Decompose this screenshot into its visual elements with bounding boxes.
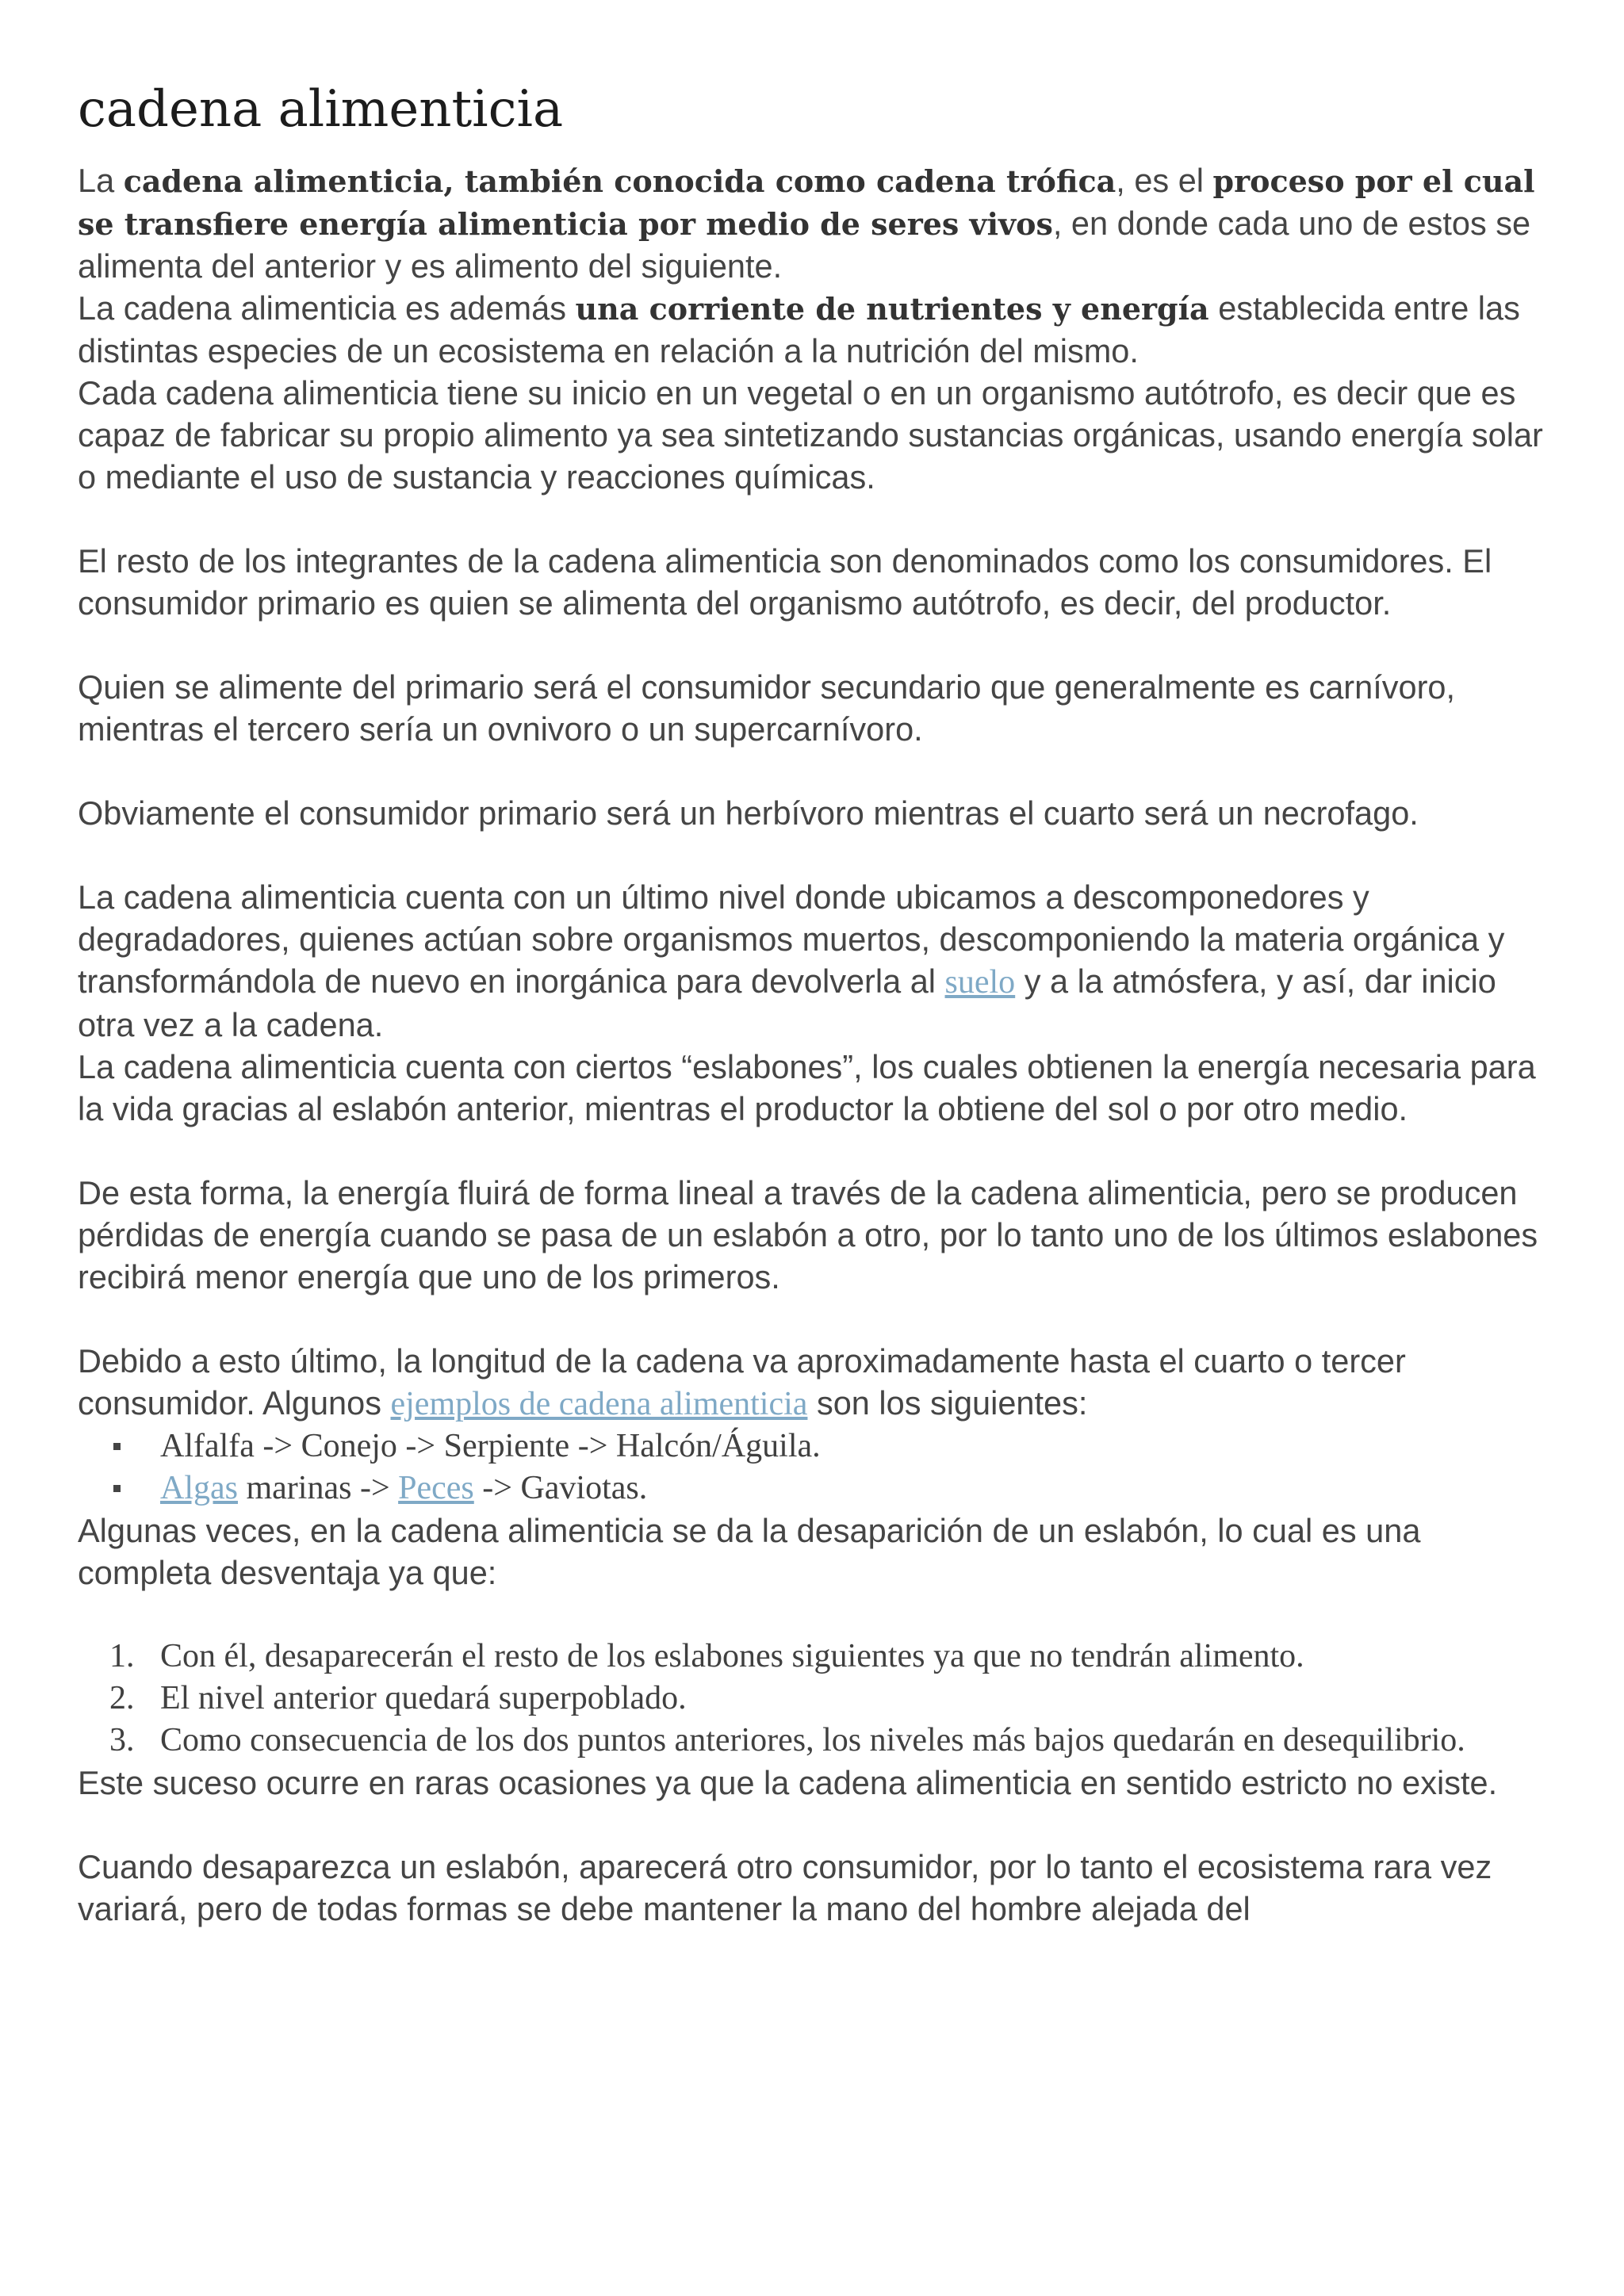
bullet-icon	[113, 1485, 121, 1492]
text-run: La	[78, 161, 124, 199]
list-item-text: El nivel anterior quedará superpoblado.	[160, 1679, 687, 1716]
bold-text: cadena alimenticia, también conocida como cadena trófica	[123, 163, 1116, 199]
text-run: y a la atmósfera, y así, dar inicio otra vez a la cadena.	[78, 962, 1496, 1043]
algas-link[interactable]: Algas	[160, 1469, 238, 1506]
paragraph-consumers: El resto de los integrantes de la cadena alimenticia son denominados como los consumidores. El consumidor primario es quien se alimenta del organismo autótrofo, es decir, del productor.	[78, 541, 1492, 622]
list-number: 1.	[109, 1637, 135, 1674]
list-number: 3.	[109, 1721, 135, 1758]
paragraph-disappearance: Algunas veces, en la cadena alimenticia se da la desaparición de un eslabón, lo cual es una completa desventaja ya que:	[78, 1511, 1421, 1591]
paragraph-secondary: Quien se alimente del primario será el consumidor secundario que generalmente es carnívoro, mientras el tercero sería un ovnivoro o un supercarnívoro.	[78, 668, 1456, 748]
list-item	[78, 1468, 1553, 1510]
paragraph-links: La cadena alimenticia cuenta con ciertos “eslabones”, los cuales obtienen la energía necesaria para la vida gracias al eslabón anterior, mientras el productor la obtiene del sol o por otro medio.	[78, 1047, 1536, 1127]
paragraph-energy-flow: De esta forma, la energía fluirá de forma lineal a través de la cadena alimenticia, pero se producen pérdidas de energía cuando se pasa de un eslabón a otro, por lo tanto uno de los últimos eslabones recibirá menor energía que uno de los primeros.	[78, 1173, 1538, 1295]
document-page	[78, 79, 1553, 1930]
list-number: 2.	[109, 1679, 135, 1716]
text-run: La cadena alimenticia cuenta con un último nivel donde ubicamos a descomponedores y degradadores, quienes actúan sobre organismos muertos, descomponiendo la materia orgánica y transformándola de nuevo en inorgánica para devolverla al	[78, 878, 1505, 1000]
paragraph-definition	[78, 159, 1553, 287]
paragraph-ecosystem: Cuando desaparezca un eslabón, aparecerá otro consumidor, por lo tanto el ecosistema rara vez variará, pero de todas formas se debe mantener la mano del hombre alejada del	[78, 1847, 1492, 1927]
bold-text: proceso por el cual se transfiere energía alimenticia por medio de seres vivos	[78, 163, 1535, 242]
list-item	[78, 1678, 1553, 1720]
list-item	[78, 1425, 1553, 1468]
bullet-icon	[113, 1443, 121, 1450]
examples-link[interactable]: ejemplos de cadena alimenticia	[390, 1385, 808, 1422]
list-item-text: -> Gaviotas.	[473, 1469, 648, 1506]
consequences-list	[78, 1636, 1553, 1762]
paragraph-nutrients	[78, 287, 1553, 372]
list-item	[78, 1720, 1553, 1762]
text-run: establecida entre las distintas especies de un ecosistema en relación a la nutrición del mismo.	[78, 289, 1520, 369]
text-run: Debido a esto último, la longitud de la cadena va aproximadamente hasta el cuarto o tercer consumidor. Algunos	[78, 1341, 1406, 1422]
suelo-link[interactable]: suelo	[944, 963, 1016, 1001]
paragraph-herbivore: Obviamente el consumidor primario será un herbívoro mientras el cuarto será un necrofago.	[78, 794, 1419, 832]
paragraph-autotroph: Cada cadena alimenticia tiene su inicio en un vegetal o en un organismo autótrofo, es decir que es capaz de fabricar su propio alimento ya sea sintetizando sustancias orgánicas, usando energía solar o mediante el uso de sustancia y reacciones químicas.	[78, 373, 1543, 496]
text-run: La cadena alimenticia es además	[78, 289, 576, 327]
examples-list	[78, 1425, 1553, 1510]
paragraph-length	[78, 1340, 1553, 1425]
bold-text: una corriente de nutrientes y energía	[575, 290, 1209, 327]
list-item-text: marinas ->	[238, 1469, 399, 1506]
text-run: , en donde cada uno de estos se alimenta del anterior y es alimento del siguiente.	[78, 204, 1531, 285]
spacer	[78, 1594, 1553, 1636]
list-item	[78, 1636, 1553, 1678]
peces-link[interactable]: Peces	[398, 1469, 474, 1506]
list-item-text: Con él, desaparecerán el resto de los eslabones siguientes ya que no tendrán alimento.	[160, 1637, 1304, 1674]
paragraph-decomposers	[78, 876, 1553, 1046]
page-title: cadena alimenticia	[78, 80, 564, 139]
list-item-text: Alfalfa -> Conejo -> Serpiente -> Halcón/Águila.	[160, 1427, 821, 1464]
text-run: son los siguientes:	[807, 1383, 1088, 1422]
text-run: , es el	[1116, 161, 1213, 199]
paragraph-rare: Este suceso ocurre en raras ocasiones ya que la cadena alimenticia en sentido estricto no existe.	[78, 1763, 1498, 1801]
list-item-text: Como consecuencia de los dos puntos anteriores, los niveles más bajos quedarán en desequilibrio.	[160, 1721, 1465, 1758]
